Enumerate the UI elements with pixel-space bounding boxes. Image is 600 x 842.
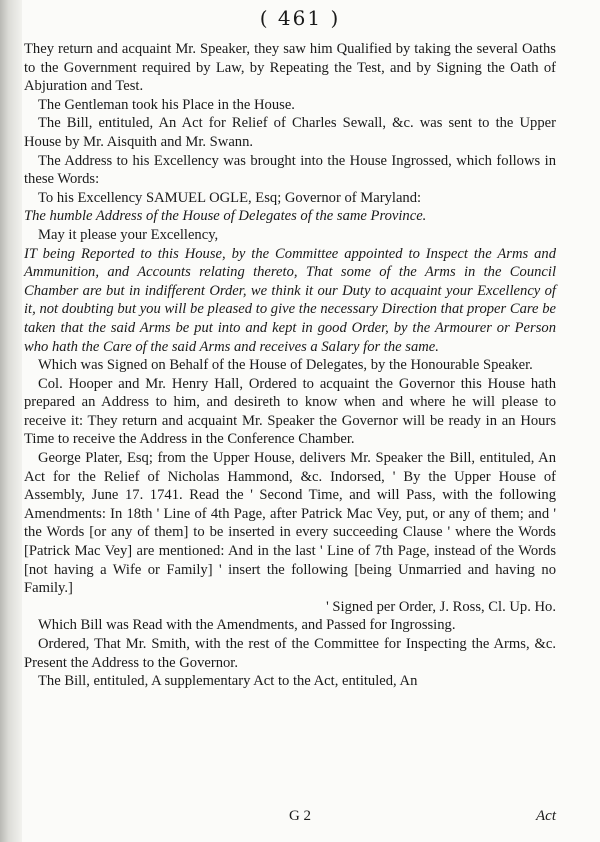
paragraph-qualified: They return and acquaint Mr. Speaker, they saw him Qualified by taking the several Oaths to the Government required by Law, by Repeating the Test, and by Signing the Oath of Abjuration and Test. [24, 41, 556, 95]
address-salutation: May it please your Excellency, [38, 226, 219, 243]
signature-mark: G 2 [288, 808, 312, 824]
page-number: ( 461 ) [259, 6, 341, 30]
catchword: Act [536, 808, 556, 824]
document-body [24, 40, 556, 691]
address-title: The humble Address of the House of Delegates of the same Province. [24, 208, 427, 225]
paragraph-plater-amendments: George Plater, Esq; from the Upper House, delivers Mr. Speaker the Bill, entituled, An Act for the Relief of Nicholas Hammond, &c. Indorsed, ' By the Upper House of Assembly, June 17. 1741. Read the ' Second Time, and will Pass, with the following Amendments: In 18th ' Line of 4th Page, after Patrick Mac Vey, put, or any of them; and ' the Words [or any of them] to be inserted in every succeeding Clause ' where the Words [Patrick Mac Vey] are mentioned: And in the last ' Line of 7th Page, instead of the Words [not having a Wife or Family] ' insert the following [being Unmarried and having no Family.] [24, 450, 556, 597]
signed-per-order: ' Signed per Order, J. Ross, Cl. Up. Ho. [326, 598, 556, 615]
page-spine-shadow [0, 0, 22, 842]
paragraph-read-amendments: Which Bill was Read with the Amendments, and Passed for Ingrossing. [38, 617, 456, 634]
paragraph-took-place: The Gentleman took his Place in the House. [38, 96, 295, 113]
paragraph-ordered-smith: Ordered, That Mr. Smith, with the rest of the Committee for Inspecting the Arms, &c. Present the Address to the Governor. [24, 636, 556, 671]
address-body: IT being Reported to this House, by the Committee appointed to Inspect the Arms and Ammunition, and Accounts relating thereto, That some of the Arms in the Council Chamber are but in indifferent Order, we think it our Duty to acquaint your Excellency of it, not doubting but you will be pleased to give the necessary Direction that proper Care be taken that the said Arms be put into and kept in good Order, by the Armourer or Person who hath the Care of the said Arms and receives a Salary for the same. [24, 245, 556, 355]
paragraph-supplementary-act: The Bill, entituled, A supplementary Act to the Act, entituled, An [38, 673, 418, 690]
paragraph-sewall-bill: The Bill, entituled, An Act for Relief of Charles Sewall, &c. was sent to the Upper House by Mr. Aisquith and Mr. Swann. [24, 115, 556, 150]
paragraph-signed-behalf: Which was Signed on Behalf of the House of Delegates, by the Honourable Speaker. [38, 357, 533, 374]
paragraph-address-brought: The Address to his Excellency was brought into the House Ingrossed, which follows in these Words: [24, 152, 556, 188]
paragraph-hooper-hall: Col. Hooper and Mr. Henry Hall, Ordered to acquaint the Governor this House hath prepared an Address to him, and desireth to know when and where he will please to receive it: They return and acquaint Mr. Speaker the Governor will be ready in an Hours Time to receive the Address in the Conference Chamber. [24, 375, 556, 448]
address-recipient: To his Excellency SAMUEL OGLE, Esq; Governor of Maryland: [38, 189, 422, 206]
